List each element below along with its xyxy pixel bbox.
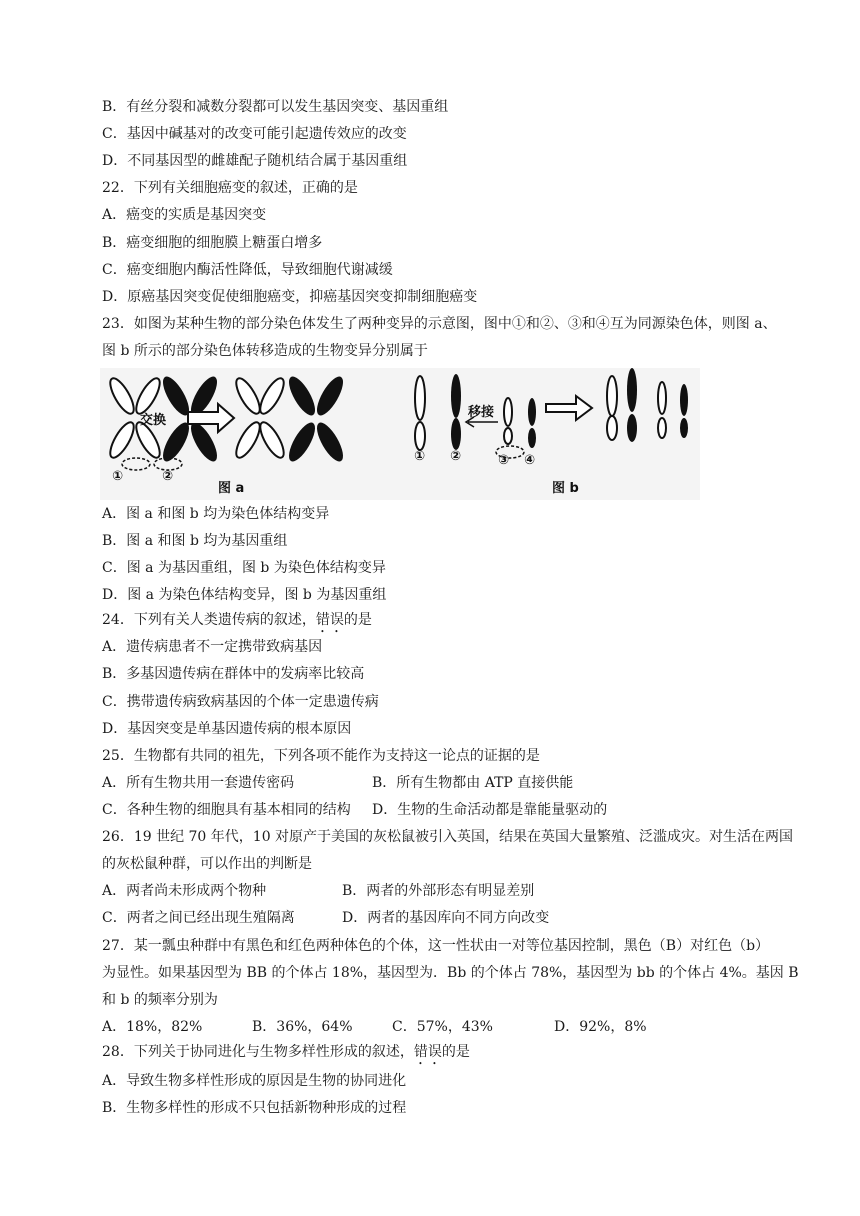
q28-stem-emphasis: 错误 (413, 1044, 442, 1060)
figure-a-caption: 图 a (218, 481, 245, 496)
label-2b: ② (450, 449, 462, 464)
q22-option-b: B．癌变细胞的细胞膜上糖蛋白增多 (102, 235, 323, 251)
chromosome-variation-figure (100, 368, 700, 500)
q26-option-d: D．两者的基因库向不同方向改变 (342, 910, 550, 926)
q22-option-a: A．癌变的实质是基因突变 (102, 207, 267, 223)
q23-option-a: A．图 a 和图 b 均为染色体结构变异 (102, 506, 330, 522)
q28-stem (102, 1042, 470, 1068)
q22-option-c: C．癌变细胞内酶活性降低，导致细胞代谢减缓 (102, 262, 393, 278)
q26-stem-line2: 的灰松鼠种群，可以作出的判断是 (102, 856, 312, 872)
q28-option-a: A．导致生物多样性形成的原因是生物的协同进化 (102, 1073, 407, 1089)
q24-stem-emphasis: 错误 (315, 612, 344, 628)
figure-b-caption: 图 b (552, 481, 579, 496)
q23-stem-line2: 图 b 所示的部分染色体转移造成的生物变异分别属于 (102, 343, 428, 359)
q27-option-c: C．57%，43% (392, 1019, 493, 1035)
arrow-b (546, 396, 592, 420)
chromosome-3-rod (415, 376, 425, 450)
q27-stem-line1: 27．某一瓢虫种群中有黑色和红色两种体色的个体，这一性状由一对等位基因控制，黑色（B）对红色（b） (102, 938, 770, 954)
q25-option-d: D．生物的生命活动都是靠能量驱动的 (372, 802, 608, 818)
q25-option-b: B．所有生物都由 ATP 直接供能 (372, 775, 574, 791)
q24-option-b: B．多基因遗传病在群体中的发病率比较高 (102, 666, 365, 682)
q25-stem: 25．生物都有共同的祖先，下列各项不能作为支持这一论点的证据的是 (102, 748, 540, 764)
label-3: ③ (498, 453, 510, 468)
label-1b: ① (414, 449, 426, 464)
result-chromosome-white (232, 375, 288, 461)
label-2: ② (162, 469, 174, 484)
q23-option-c: C．图 a 为基因重组，图 b 为染色体结构变异 (102, 560, 386, 576)
q28-stem-post: 的是 (441, 1044, 470, 1060)
q21-option-d: D．不同基因型的雌雄配子随机结合属于基因重组 (102, 153, 408, 169)
result-b-black-2 (680, 384, 688, 438)
q23-option-d: D．图 a 为染色体结构变异，图 b 为基因重组 (102, 587, 387, 603)
q22-option-d: D．原癌基因突变促使细胞癌变，抑癌基因突变抑制细胞癌变 (102, 289, 478, 305)
chromosome-4-rod (451, 374, 461, 450)
q25-option-a: A．所有生物共用一套遗传密码 (102, 775, 295, 791)
q26-stem-line1: 26．19 世纪 70 年代，10 对原产于美国的灰松鼠被引入英国，结果在英国大量繁殖、泛滥成灾。对生活在两国 (102, 829, 794, 845)
q26-option-b: B．两者的外部形态有明显差别 (342, 883, 535, 899)
chromosome-5-small (504, 398, 512, 444)
q27-stem-line2: 为显性。如果基因型为 BB 的个体占 18%，基因型为．Bb 的个体占 78%，基因型为 bb 的个体占 4%。基因 B (102, 965, 799, 981)
q22-stem: 22．下列有关细胞癌变的叙述，正确的是 (102, 180, 358, 196)
q24-stem-pre: 24．下列有关人类遗传病的叙述， (102, 612, 316, 628)
q27-option-d: D．92%，8% (554, 1019, 647, 1035)
label-4: ④ (524, 453, 536, 468)
q28-stem-pre: 28．下列关于协同进化与生物多样性形成的叙述， (102, 1044, 414, 1060)
q24-stem-post: 的是 (343, 612, 372, 628)
q24-option-c: C．携带遗传病致病基因的个体一定患遗传病 (102, 694, 379, 710)
swap-label: 交换 (140, 413, 167, 428)
q27-stem-line3: 和 b 的频率分别为 (102, 992, 218, 1008)
result-b-white-2 (658, 382, 666, 438)
q21-option-c: C．基因中碱基对的改变可能引起遗传效应的改变 (102, 126, 407, 142)
move-label: 移接 (468, 405, 495, 420)
result-b-white-1 (607, 376, 617, 440)
q26-option-c: C．两者之间已经出现生殖隔离 (102, 910, 295, 926)
q21-option-b: B．有丝分裂和减数分裂都可以发生基因突变、基因重组 (102, 99, 449, 115)
chromosome-6-small (528, 398, 536, 448)
q24-stem (102, 610, 372, 636)
q27-option-a: A．18%，82% (102, 1019, 203, 1035)
result-b-black-1 (627, 368, 637, 442)
q23-option-b: B．图 a 和图 b 均为基因重组 (102, 533, 288, 549)
q24-option-a: A．遗传病患者不一定携带致病基因 (102, 639, 323, 655)
q23-stem-line1: 23．如图为某种生物的部分染色体发生了两种变异的示意图，图中①和②、③和④互为同源染色体，则图 a、 (102, 316, 777, 332)
q26-option-a: A．两者尚未形成两个物种 (102, 883, 267, 899)
q28-option-b: B．生物多样性的形成不只包括新物种形成的过程 (102, 1100, 407, 1116)
q27-option-b: B．36%，64% (252, 1019, 353, 1035)
label-1: ① (112, 469, 124, 484)
result-chromosome-black (284, 373, 348, 465)
q24-option-d: D．基因突变是单基因遗传病的根本原因 (102, 721, 352, 737)
chromosome-diagram (100, 368, 700, 500)
q25-option-c: C．各种生物的细胞具有基本相同的结构 (102, 802, 351, 818)
